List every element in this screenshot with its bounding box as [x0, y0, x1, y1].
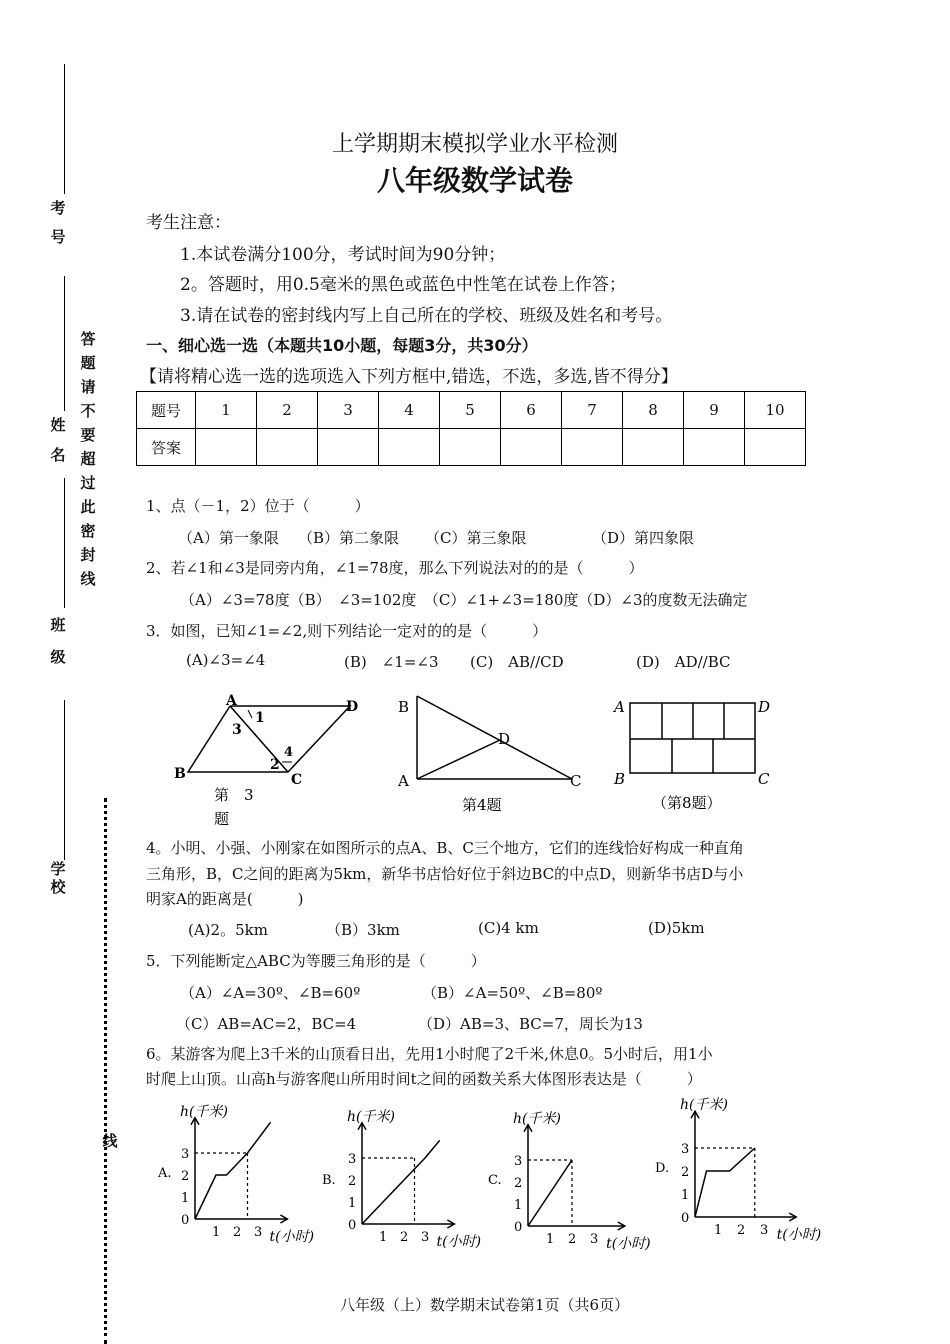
- q6-graphs: [150, 1092, 850, 1262]
- question-4-option-a: (A)2。5km: [188, 921, 268, 939]
- graph-y-tick: 0: [181, 1213, 190, 1228]
- graph-option-label: D.: [655, 1161, 670, 1176]
- answer-cell[interactable]: [684, 429, 745, 466]
- graph-function-line: [695, 1148, 755, 1217]
- notice-item-2: 2。答题时，用0.5毫米的黑色或蓝色中性笔在试卷上作答；: [180, 275, 626, 295]
- answer-table-answer-row: [137, 429, 806, 466]
- table-header-daan: 答案: [137, 429, 196, 466]
- banji-label-1: 班: [50, 616, 66, 634]
- answer-cell[interactable]: [257, 429, 318, 466]
- fig3-angle-3: 3: [232, 722, 242, 738]
- fig3-angle-1: 1: [255, 710, 265, 726]
- binding-line-xingming: [64, 478, 65, 608]
- question-1-option-c: （C）第三象限: [425, 529, 527, 547]
- seal-dotted-line: [104, 798, 107, 1344]
- figures-row: [160, 688, 800, 838]
- graph-x-label: t(小时): [776, 1227, 822, 1243]
- question-1-option-b: （B）第二象限: [298, 529, 400, 547]
- answer-cell[interactable]: [745, 429, 806, 466]
- graph-x-tick: 2: [400, 1230, 409, 1245]
- fig4-point-b: B: [398, 698, 410, 716]
- question-5-option-a: （A）∠A=30º、∠B=60º: [180, 984, 361, 1002]
- graph-y-tick: 1: [681, 1188, 690, 1203]
- graph-y-label: h(千米): [680, 1097, 728, 1114]
- seal-char: 密: [80, 522, 96, 540]
- graph-y-label: h(千米): [180, 1103, 228, 1120]
- seal-char: 线: [80, 570, 96, 588]
- answer-cell[interactable]: [501, 429, 562, 466]
- figure-3: [174, 693, 358, 828]
- seal-char: 要: [80, 426, 96, 444]
- graph-y-tick: 0: [514, 1220, 523, 1235]
- graph-y-tick: 3: [681, 1142, 690, 1157]
- graph-x-tick: 3: [421, 1230, 430, 1245]
- xingming-label-2: 名: [50, 446, 66, 464]
- graph-y-tick: 2: [681, 1165, 690, 1180]
- fig3-caption-2: 题: [214, 810, 230, 828]
- graph-x-tick: 1: [212, 1225, 221, 1240]
- graph-x-label: t(小时): [436, 1234, 482, 1250]
- question-3-option-d: (D) AD//BC: [636, 653, 731, 671]
- fig8-point-a: A: [614, 698, 625, 716]
- fig8-point-b: B: [614, 770, 626, 788]
- table-header-tihao: 题号: [137, 392, 196, 429]
- seal-char: 封: [80, 546, 96, 564]
- fig4-point-c: C: [570, 772, 582, 790]
- graph-x-tick: 3: [760, 1223, 769, 1238]
- graph-y-tick: 1: [181, 1191, 190, 1206]
- question-4-line-3: 明家A的距离是( ): [146, 890, 304, 908]
- fig4-point-a: A: [398, 772, 409, 790]
- banji-label-2: 级: [50, 648, 66, 666]
- graph-y-tick: 3: [181, 1147, 190, 1162]
- answer-cell[interactable]: [562, 429, 623, 466]
- question-2-stem: 2、若∠1和∠3是同旁内角，∠1=78度，那么下列说法对的的是（ ）: [146, 559, 644, 577]
- question-number: 7: [562, 392, 623, 429]
- question-number: 10: [745, 392, 806, 429]
- fig3-point-c: C: [291, 772, 303, 788]
- seal-char: 超: [80, 450, 96, 468]
- question-5-option-c: （C）AB=AC=2，BC=4: [176, 1015, 357, 1033]
- fig8-point-c: C: [758, 770, 770, 788]
- graph-function-line: [528, 1160, 572, 1226]
- question-6-line-2: 时爬上山顶。山高h与游客爬山所用时间t之间的函数关系大体图形表达是（ ）: [146, 1070, 702, 1088]
- graph-x-tick: 3: [254, 1225, 263, 1240]
- graph-y-label: h(千米): [513, 1110, 561, 1127]
- graph-y-tick: 2: [514, 1176, 523, 1191]
- fig3-point-a: A: [226, 693, 237, 709]
- question-4-line-2: 三角形，B，C之间的距离为5km，新华书店恰好位于斜边BC的中点D，则新华书店D与小: [146, 865, 744, 883]
- question-1-option-a: （A）第一象限: [178, 529, 279, 547]
- kaohao-label-2: 号: [50, 228, 66, 246]
- question-number: 9: [684, 392, 745, 429]
- question-4-option-c: (C)4 km: [478, 919, 539, 937]
- answer-cell[interactable]: [623, 429, 684, 466]
- fig4-caption: 第4题: [462, 796, 502, 814]
- binding-line-kaohao: [64, 276, 65, 411]
- fig3-angle-4: 4: [284, 745, 294, 760]
- seal-char: 过: [80, 474, 96, 492]
- question-5-option-d: （D）AB=3、BC=7，周长为13: [418, 1015, 643, 1033]
- exam-subtitle: 八年级数学试卷: [376, 164, 573, 197]
- question-number: 8: [623, 392, 684, 429]
- question-number: 1: [196, 392, 257, 429]
- question-1-stem: 1、点（－1，2）位于（ ）: [146, 497, 370, 515]
- graph-y-tick: 1: [348, 1196, 357, 1211]
- fig8-caption: （第8题）: [652, 794, 722, 812]
- xingming-label-1: 姓: [50, 416, 66, 434]
- answer-table: [136, 391, 806, 466]
- graph-y-tick: 0: [348, 1218, 357, 1233]
- graph-y-tick: 2: [181, 1169, 190, 1184]
- exam-title: 上学期期末模拟学业水平检测: [331, 132, 618, 157]
- graph-function-line: [362, 1140, 440, 1224]
- figure-8: [612, 698, 770, 812]
- graph-function-line: [195, 1122, 271, 1219]
- page-footer: 八年级（上）数学期末试卷第1页（共6页）: [340, 1296, 630, 1314]
- answer-cell[interactable]: [440, 429, 501, 466]
- graph-option-label: A.: [158, 1166, 172, 1181]
- graph-option-label: B.: [322, 1173, 336, 1188]
- graph-y-tick: 3: [348, 1152, 357, 1167]
- fig3-point-b: B: [174, 766, 186, 782]
- question-number: 4: [379, 392, 440, 429]
- graph-y-tick: 2: [348, 1174, 357, 1189]
- question-5-option-b: （B）∠A=50º、∠B=80º: [422, 984, 603, 1002]
- graph-x-tick: 2: [568, 1232, 577, 1247]
- answer-cell[interactable]: [379, 429, 440, 466]
- question-1-option-d: （D）第四象限: [592, 529, 695, 547]
- xuexiao-label: 学校: [50, 860, 66, 896]
- fig8-point-d: D: [758, 698, 771, 716]
- seal-char: 请: [80, 378, 96, 396]
- question-3-option-c: (C) AB//CD: [470, 653, 564, 671]
- kaohao-label-1: 考: [50, 199, 66, 217]
- graph-x-tick: 2: [233, 1225, 242, 1240]
- answer-cell[interactable]: [318, 429, 379, 466]
- graph-x-tick: 1: [714, 1223, 723, 1238]
- seal-char: 题: [80, 354, 96, 372]
- question-3-option-b: (B) ∠1=∠3: [344, 653, 439, 671]
- question-5-stem: 5．下列能断定△ABC为等腰三角形的是（ ）: [146, 952, 486, 970]
- graph-y-tick: 3: [514, 1154, 523, 1169]
- fig3-caption-1: 第 3: [214, 786, 254, 804]
- graph-x-tick: 2: [737, 1223, 746, 1238]
- question-number: 2: [257, 392, 318, 429]
- section-title: 一、细心选一选（本题共10小题，每题3分，共30分）: [146, 336, 538, 355]
- graph-x-tick: 1: [546, 1232, 555, 1247]
- question-4-option-b: （B）3km: [326, 921, 400, 939]
- question-2-options: （A）∠3=78度（B） ∠3=102度 （C）∠1+∠3=180度（D）∠3的度数无法确定: [180, 591, 748, 609]
- fig3-angle-2: 2: [270, 757, 280, 773]
- question-6-line-1: 6。某游客为爬上3千米的山顶看日出，先用1小时爬了2千米,休息0。5小时后，用1小: [146, 1045, 713, 1063]
- question-3-stem: 3．如图，已知∠1=∠2,则下列结论一定对的的是（ ）: [146, 622, 548, 640]
- seal-char: 答: [80, 330, 96, 348]
- answer-cell[interactable]: [196, 429, 257, 466]
- graph-x-label: t(小时): [606, 1236, 651, 1252]
- graph-y-tick: 1: [514, 1198, 523, 1213]
- graph-y-tick: 0: [681, 1211, 690, 1226]
- seal-char: 不: [80, 402, 96, 420]
- graph-x-label: t(小时): [269, 1229, 315, 1245]
- graph-x-tick: 3: [590, 1232, 599, 1247]
- notice-item-3: 3.请在试卷的密封线内写上自己所在的学校、班级及姓名和考号。: [180, 306, 673, 326]
- answer-table-number-row: [137, 392, 806, 429]
- fig3-point-d: D: [346, 699, 359, 715]
- seal-xian-label: 线: [102, 1132, 118, 1150]
- notice-heading: 考生注意：: [146, 213, 231, 233]
- fig4-point-d: D: [498, 730, 511, 748]
- question-number: 6: [501, 392, 562, 429]
- question-number: 3: [318, 392, 379, 429]
- question-4-option-d: (D)5km: [648, 919, 705, 937]
- notice-item-1: 1.本试卷满分100分，考试时间为90分钟；: [180, 245, 506, 265]
- graph-x-tick: 1: [379, 1230, 388, 1245]
- question-number: 5: [440, 392, 501, 429]
- question-4-line-1: 4。小明、小强、小刚家在如图所示的点A、B、C三个地方，它们的连线恰好构成一种直角: [146, 839, 744, 857]
- section-instruction: 【请将精心选一选的选项选入下列方框中,错选，不选，多选,皆不得分】: [140, 367, 678, 387]
- seal-char: 此: [80, 498, 96, 516]
- question-3-option-a: (A)∠3=∠4: [186, 651, 266, 669]
- binding-line-banji: [64, 700, 65, 860]
- graph-y-label: h(千米): [347, 1108, 395, 1125]
- figure-4: [397, 696, 581, 814]
- graph-option-label: C.: [488, 1173, 502, 1188]
